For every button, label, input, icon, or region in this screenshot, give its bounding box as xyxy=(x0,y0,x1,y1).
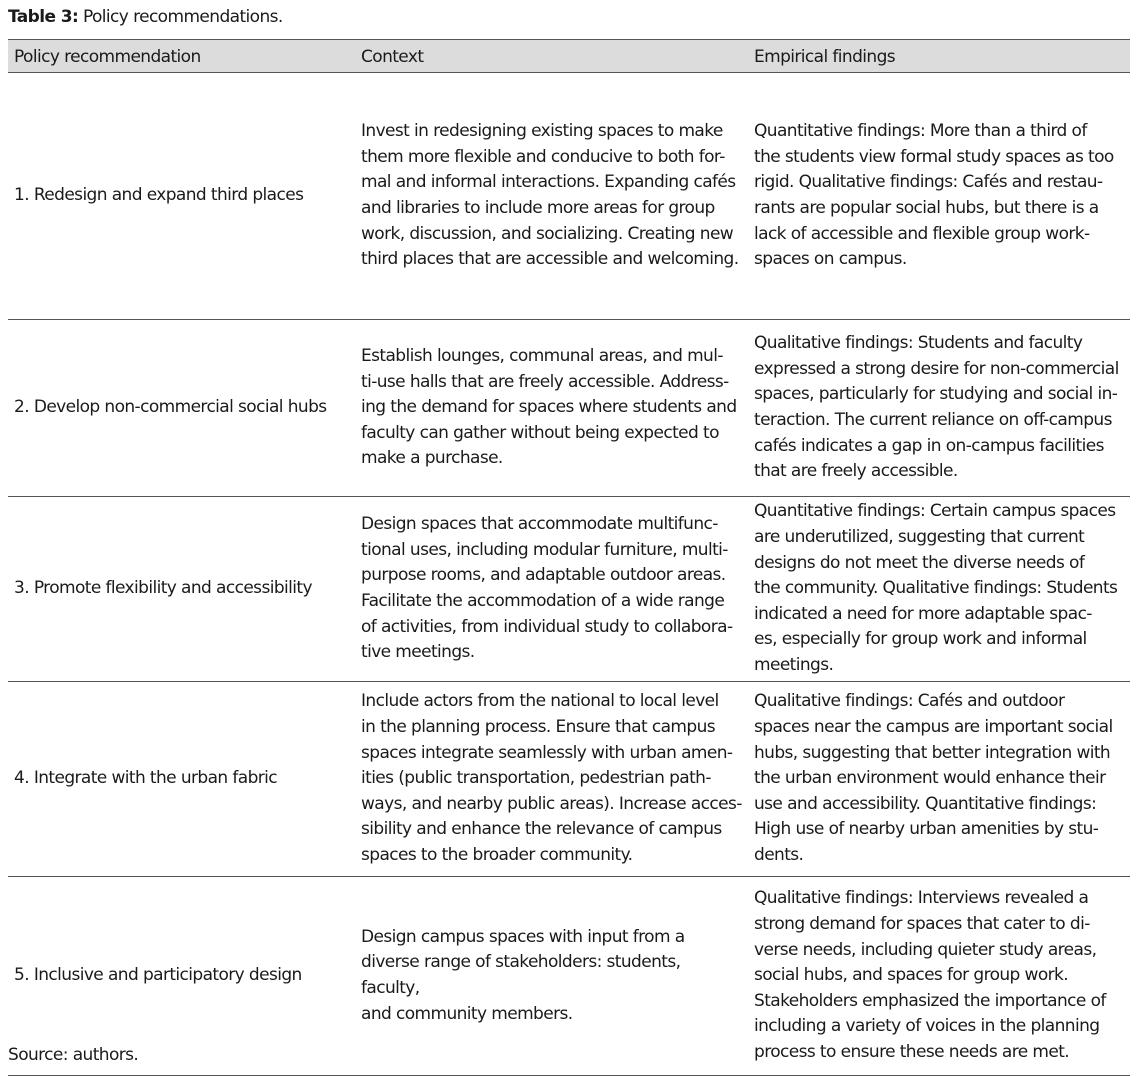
table-row xyxy=(8,497,1130,682)
policy-recommendations-table xyxy=(8,39,1130,1076)
table-row xyxy=(8,320,1130,497)
table-caption-title: Policy recommendations. xyxy=(78,7,283,27)
recommendation-text: 3. Promote flexibility and accessibility xyxy=(14,578,312,599)
table-source-note: Source: authors. xyxy=(8,1045,139,1065)
context-cell xyxy=(355,682,748,877)
header-context: Context xyxy=(355,40,748,73)
findings-text: Qualitative findings: Interviews revealed a strong demand for spaces that cater to di- verse needs, including quieter study areas, social hubs, and spaces for group work. Stakeholders emphasized the importance of including a variety of voices in the planning process to ensure these needs are met. xyxy=(754,888,1106,1062)
context-cell xyxy=(355,320,748,497)
findings-text: Quantitative findings: More than a third of the students view formal study spaces as too rigid. Qualitative findings: Cafés and restau- rants are popular social hubs, but there is a lack of accessible and flexible group work- spaces on campus. xyxy=(754,121,1114,270)
recommendation-text: 1. Redesign and expand third places xyxy=(14,185,304,206)
context-text: Establish lounges, communal areas, and mul- ti-use halls that are freely accessible. Address- ing the demand for spaces where students and faculty can gather without being expected to make a purchase. xyxy=(361,346,737,469)
context-cell xyxy=(355,497,748,682)
recommendation-cell xyxy=(8,497,355,682)
context-text: Design campus spaces with input from a diverse range of stakeholders: students, faculty, and community members. xyxy=(361,926,685,1024)
recommendation-cell xyxy=(8,320,355,497)
findings-text: Qualitative findings: Cafés and outdoor spaces near the campus are important social hubs, suggesting that better integration with the urban environment would enhance their use and accessibility. Quantitative findings: High use of nearby urban amenities by stu- dents. xyxy=(754,691,1113,865)
table-row xyxy=(8,73,1130,320)
recommendation-text: 4. Integrate with the urban fabric xyxy=(14,768,278,789)
context-cell xyxy=(355,73,748,320)
recommendation-text: 5. Inclusive and participatory design xyxy=(14,965,302,986)
recommendation-text: 2. Develop non-commercial social hubs xyxy=(14,397,327,418)
header-empirical-findings: Empirical findings xyxy=(748,40,1130,73)
context-text: Design spaces that accommodate multifunc- tional uses, including modular furniture, multi- purpose rooms, and adaptable outdoor areas. Facilitate the accommodation of a wide range of activities, from individual study to collabora- tive meetings. xyxy=(361,514,733,663)
context-cell xyxy=(355,877,748,1076)
recommendation-cell xyxy=(8,682,355,877)
context-text: Invest in redesigning existing spaces to make them more flexible and conducive to both for- mal and informal interactions. Expanding cafés and libraries to include more areas for group work, discussion, and socializing. Creating new third places that are accessible and welcoming. xyxy=(361,121,739,270)
context-text: Include actors from the national to local level in the planning process. Ensure that campus spaces integrate seamlessly with urban amen- ities (public transportation, pedestrian path- ways, and nearby public areas). Increase acces- sibility and enhance the relevance of campus spaces to the broader community. xyxy=(361,691,742,865)
findings-cell xyxy=(748,497,1130,682)
table-caption-label: Table 3: xyxy=(8,7,79,27)
header-policy-recommendation: Policy recommendation xyxy=(8,40,355,73)
table-caption xyxy=(8,4,283,30)
findings-cell xyxy=(748,877,1130,1076)
table-body xyxy=(8,73,1130,1076)
findings-text: Quantitative findings: Certain campus spaces are underutilized, suggesting that current designs do not meet the diverse needs of the community. Qualitative findings: Students indicated a need for more adaptable spac- es, especially for group work and informal meetings. xyxy=(754,501,1118,675)
findings-cell xyxy=(748,73,1130,320)
table-header xyxy=(8,40,1130,73)
table-row xyxy=(8,877,1130,1076)
table-header-row xyxy=(8,40,1130,73)
findings-cell xyxy=(748,682,1130,877)
recommendation-cell xyxy=(8,73,355,320)
findings-text: Qualitative findings: Students and faculty expressed a strong desire for non-commercial spaces, particularly for studying and social in- teraction. The current reliance on off-campus cafés indicates a gap in on-campus facilities that are freely accessible. xyxy=(754,333,1119,482)
findings-cell xyxy=(748,320,1130,497)
table-row xyxy=(8,682,1130,877)
